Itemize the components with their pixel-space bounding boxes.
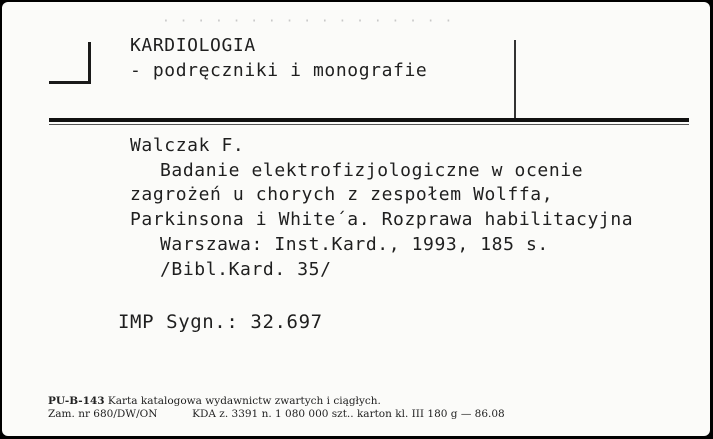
- header-divider-thin: [49, 124, 689, 125]
- call-number: IMP Sygn.: 32.697: [118, 311, 323, 333]
- form-code: PU-B-143: [48, 395, 105, 407]
- header-right-divider: [514, 40, 516, 120]
- order-number: Zam. nr 680/DW/ON: [48, 408, 158, 420]
- footer-line-2: [48, 408, 505, 421]
- entry-series: /Bibl.Kard. 35/: [160, 259, 332, 280]
- footer-line-1: [48, 395, 381, 408]
- entry-title-line-2: zagrożeń u chorych z zespołem Wolffa,: [130, 184, 554, 205]
- form-description: Karta katalogowa wydawnictw zwartych i ciągłych.: [107, 395, 381, 407]
- faint-background-text: · · · · · · · · · · · · · · · · ·: [162, 14, 454, 29]
- corner-bracket-horizontal: [49, 81, 91, 84]
- subject-heading: KARDIOLOGIA: [130, 35, 256, 56]
- entry-imprint: Warszawa: Inst.Kard., 1993, 185 s.: [160, 234, 549, 255]
- header-divider-thick: [49, 118, 689, 122]
- corner-bracket-vertical: [88, 42, 91, 84]
- entry-author: Walczak F.: [130, 135, 245, 156]
- print-info: KDA z. 3391 n. 1 080 000 szt.. karton kl. III 180 g — 86.08: [192, 408, 505, 420]
- catalog-card: [2, 2, 710, 436]
- subject-subheading: - podręczniki i monografie: [130, 60, 428, 81]
- entry-title-line-3: Parkinsona i White´a. Rozprawa habilitacyjna: [130, 209, 634, 230]
- entry-title-line-1: Badanie elektrofizjologiczne w ocenie: [160, 160, 584, 181]
